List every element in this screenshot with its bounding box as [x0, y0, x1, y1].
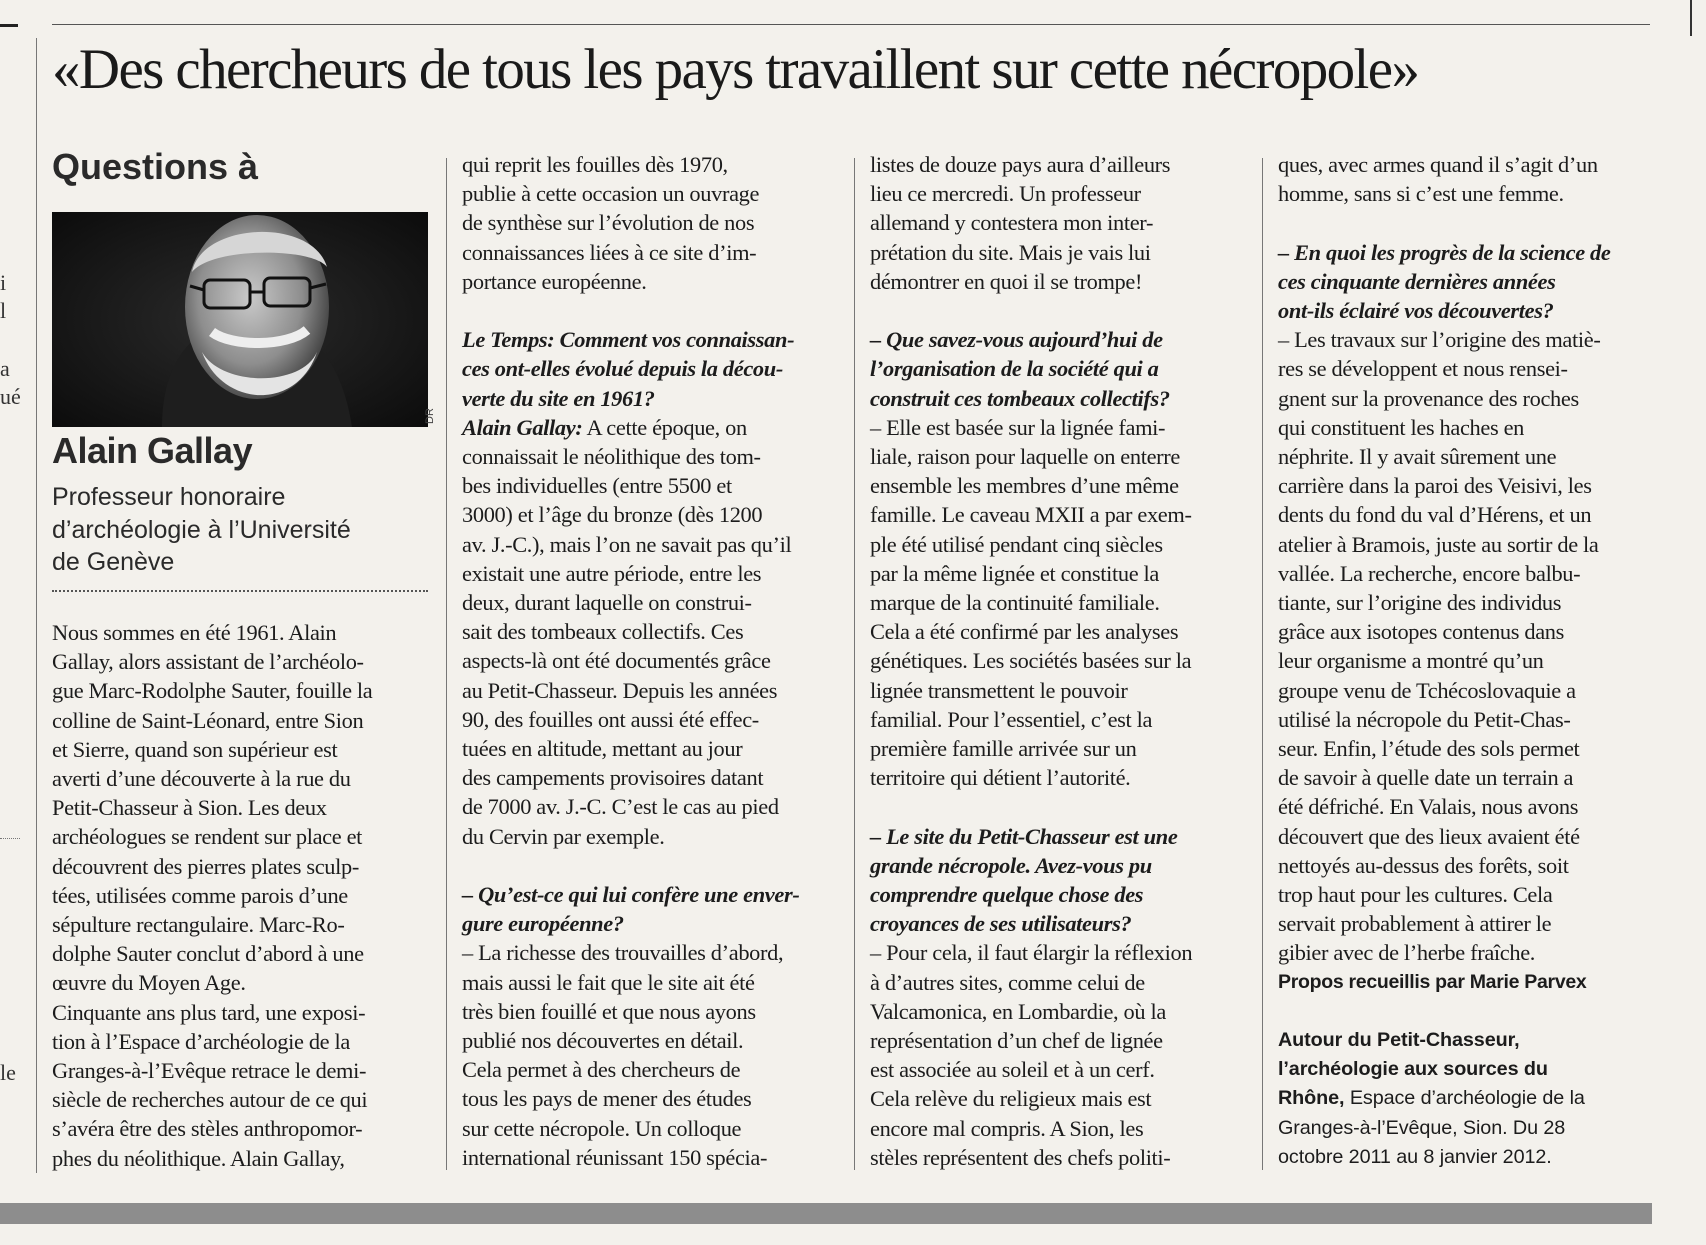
article-column-2: [462, 150, 840, 1172]
text-line: servait probablement à attirer le: [1278, 911, 1552, 937]
paragraph-gap: [1278, 208, 1658, 237]
text-line: trop haut pour les cultures. Cela: [1278, 882, 1553, 908]
text-line: Granges-à-l’Evêque, Sion. Du 28: [1278, 1116, 1566, 1139]
text-line: grande nécropole. Avez-vous pu: [870, 852, 1152, 878]
paragraph-gap: [1278, 997, 1658, 1026]
text-line: des campements provisoires datant: [462, 765, 764, 791]
text-line: – Le site du Petit-Chasseur est une: [870, 823, 1178, 849]
text-line: bes individuelles (entre 5500 et: [462, 473, 732, 499]
text-line: sait des tombeaux collectifs. Ces: [462, 619, 744, 645]
text-line: international réunissant 150 spécia-: [462, 1144, 768, 1170]
text-line: [1278, 1026, 1658, 1055]
text-line: première famille arrivée sur un: [870, 736, 1137, 762]
body-paragraph: [462, 938, 840, 1172]
text-line: génétiques. Les sociétés basées sur la: [870, 648, 1192, 674]
text-line: ces cinquante dernières années: [1278, 268, 1556, 294]
text-line: archéologues se rendent sur place et: [52, 824, 363, 850]
text-line: lieu ce mercredi. Un professeur: [870, 181, 1141, 207]
affiliation-line: Professeur honoraire: [52, 483, 286, 511]
text-line: à d’autres sites, comme celui de: [870, 969, 1145, 995]
paragraph-gap: [462, 851, 840, 880]
text-line: – Les travaux sur l’origine des matiè-: [1278, 327, 1601, 353]
text-line: représentation d’un chef de lignée: [870, 1028, 1163, 1054]
text-line: Petit-Chasseur à Sion. Les deux: [52, 795, 327, 821]
text-line: ont-ils éclairé vos découvertes?: [1278, 298, 1554, 323]
text-line: seur. Enfin, l’étude des sols permet: [1278, 736, 1580, 762]
text-line: existait une autre période, entre les: [462, 560, 762, 586]
text-line: néphrite. Il y avait sûrement une: [1278, 444, 1557, 470]
interview-question: [462, 325, 840, 413]
text-line: de synthèse sur l’évolution de nos: [462, 210, 755, 236]
article-column-1: [52, 618, 432, 1173]
text-line: Cela permet à des chercheurs de: [462, 1057, 741, 1083]
text-line: deux, durant laquelle on construi-: [462, 590, 752, 616]
interview-question: [462, 880, 840, 938]
text-line: leur organisme a montré qu’un: [1278, 648, 1544, 674]
text-line: connaissait le néolithique des tom-: [462, 444, 761, 470]
text-line: est associée au soleil et à un cerf.: [870, 1057, 1155, 1083]
exhibition-title: l’archéologie aux sources du: [1278, 1058, 1548, 1081]
body-paragraph: [462, 150, 840, 296]
text-line: – La richesse des trouvailles d’abord,: [462, 940, 784, 966]
text-line: Le Temps: Comment vos connaissan-: [462, 327, 795, 353]
adjacent-article-fragment: i: [0, 270, 7, 295]
text-line: Nous sommes en été 1961. Alain: [52, 620, 337, 645]
interview-question: [870, 325, 1250, 413]
portrait-photo-icon: [52, 212, 428, 427]
text-line: octobre 2011 au 8 janvier 2012.: [1278, 1145, 1552, 1168]
body-paragraph: [462, 413, 840, 851]
text-line: tiante, sur l’origine des individus: [1278, 590, 1562, 616]
sidebar-dotted-rule: [52, 590, 428, 592]
text-line: par la même lignée et constitue la: [870, 560, 1160, 586]
text-line: aspects-là ont été documentés grâce: [462, 648, 771, 674]
right-edge-mark: [1690, 0, 1692, 36]
text-line: listes de douze pays aura d’ailleurs: [870, 152, 1171, 177]
text-line: carrière dans la paroi des Veisivi, les: [1278, 473, 1592, 499]
text-line: tuées en altitude, mettant au jour: [462, 736, 743, 762]
text-line: nettoyés au-dessus des forêts, soit: [1278, 852, 1569, 878]
bottom-gray-band: [0, 1203, 1652, 1224]
exhibition-info: [1278, 1026, 1658, 1172]
adjacent-article-fragment: a: [0, 356, 10, 381]
answer-start: A cette époque, on: [582, 414, 747, 440]
body-paragraph: [870, 413, 1250, 793]
body-paragraph: [1278, 325, 1658, 967]
adjacent-article-fragment: l: [0, 298, 7, 323]
text-line: découvrent des pierres plates sculp-: [52, 853, 359, 879]
text-line: démontrer en quoi il se trompe!: [870, 268, 1143, 294]
text-line: averti d’une découverte à la rue du: [52, 766, 351, 792]
text-line: familial. Pour l’essentiel, c’est la: [870, 706, 1153, 732]
column-rule: [446, 158, 447, 1170]
text-line: de 7000 av. J.-C. C’est le cas au pied: [462, 794, 779, 820]
text-line: sépulture rectangulaire. Marc-Ro-: [52, 912, 345, 938]
text-line: ensemble les membres d’une même: [870, 473, 1179, 499]
text-line: Propos recueillis par Marie Parvex: [1278, 970, 1587, 993]
interview-question: [1278, 238, 1658, 326]
text-line: territoire qui détient l’autorité.: [870, 765, 1131, 791]
text-line: lignée transmettent le pouvoir: [870, 677, 1128, 703]
text-line: ple été utilisé pendant cinq siècles: [870, 531, 1163, 557]
article-column-4: [1278, 150, 1658, 1172]
adjacent-article-fragment: ué: [0, 384, 21, 409]
article-column-3: [870, 150, 1250, 1172]
text-line: comprendre quelque chose des: [870, 882, 1144, 908]
text-line: verte du site en 1961?: [462, 385, 655, 411]
text-line: construit ces tombeaux collectifs?: [870, 385, 1170, 411]
affiliation-line: de Genève: [52, 548, 175, 576]
text-line: mais aussi le fait que le site ait été: [462, 969, 755, 995]
text-line: – Elle est basée sur la lignée fami-: [870, 414, 1166, 440]
text-line: grâce aux isotopes contenus dans: [1278, 619, 1565, 645]
text-line: publié nos découvertes en détail.: [462, 1028, 744, 1054]
text-line: ques, avec armes quand il s’agit d’un: [1278, 152, 1598, 177]
text-line: stèles représentent des chefs politi-: [870, 1144, 1171, 1170]
text-line: gnent sur la provenance des roches: [1278, 385, 1579, 411]
adjacent-article-fragment: le: [0, 1060, 16, 1085]
text-line: av. J.-C.), mais l’on ne savait pas qu’il: [462, 531, 792, 557]
text-line: au Petit-Chasseur. Depuis les années: [462, 677, 778, 703]
text-line: – En quoi les progrès de la science de: [1278, 239, 1611, 265]
text-line: publie à cette occasion un ouvrage: [462, 181, 760, 207]
headline: «Des chercheurs de tous les pays travaillent sur cette nécropole»: [52, 38, 1419, 101]
text-line: – Pour cela, il faut élargir la réflexion: [870, 940, 1193, 966]
photo-credit: DR: [424, 408, 436, 424]
paragraph-gap: [870, 792, 1250, 821]
speaker-name: Alain Gallay:: [462, 414, 583, 440]
text-line: tion à l’Espace d’archéologie de la: [52, 1028, 350, 1054]
text-line: tées, utilisées comme parois d’une: [52, 882, 348, 908]
text-line: gibier avec de l’herbe fraîche.: [1278, 940, 1536, 966]
text-line: groupe venu de Tchécoslovaquie a: [1278, 677, 1576, 703]
text-line: qui constituent les haches en: [1278, 414, 1525, 440]
text-line: très bien fouillé et que nous ayons: [462, 998, 756, 1024]
text-line: phes du néolithique. Alain Gallay,: [52, 1145, 345, 1171]
text-line: ces ont-elles évolué depuis la décou-: [462, 356, 783, 382]
text-line: 90, des fouilles ont aussi été effec-: [462, 706, 759, 732]
text-line: liale, raison pour laquelle on enterre: [870, 444, 1180, 470]
byline-credit: [1278, 968, 1658, 997]
text-line: œuvre du Moyen Age.: [52, 970, 246, 996]
text-line: – Qu’est-ce qui lui confère une enver-: [462, 882, 800, 908]
exhibition-title: Rhône,: [1278, 1087, 1345, 1110]
text-line: gue Marc-Rodolphe Sauter, fouille la: [52, 678, 373, 704]
adjacent-article-rule: [0, 838, 20, 839]
text-line: [1278, 1084, 1658, 1113]
questions-label: Questions à: [52, 146, 259, 187]
exhibition-details: Espace d’archéologie de la: [1344, 1087, 1585, 1110]
body-paragraph: [870, 938, 1250, 1172]
text-line: siècle de recherches autour de ce qui: [52, 1087, 368, 1113]
text-line: l’organisation de la société qui a: [870, 356, 1159, 382]
text-line: été défriché. En Valais, nous avons: [1278, 794, 1579, 820]
text-line: qui reprit les fouilles dès 1970,: [462, 152, 728, 177]
text-line: découvert que des lieux avaient été: [1278, 823, 1580, 849]
interviewee-affiliation: [52, 481, 432, 579]
text-line: et Sierre, quand son supérieur est: [52, 736, 338, 762]
text-line: [1278, 1055, 1658, 1084]
page-corner-mark: [0, 24, 18, 27]
column-rule: [1262, 158, 1263, 1170]
column-rule: [854, 158, 855, 1170]
interview-question: [870, 822, 1250, 939]
text-line: Cela a été confirmé par les analyses: [870, 619, 1179, 645]
text-line: atelier à Bramois, juste au sortir de la: [1278, 531, 1599, 557]
interviewee-name: Alain Gallay: [52, 430, 253, 471]
body-paragraph: [870, 150, 1250, 296]
text-line: [462, 413, 840, 442]
affiliation-line: d’archéologie à l’Université: [52, 515, 351, 544]
text-line: vallée. La recherche, encore balbu-: [1278, 560, 1581, 586]
text-line: allemand y contestera mon inter-: [870, 210, 1154, 236]
text-line: Granges-à-l’Evêque retrace le demi-: [52, 1058, 367, 1084]
text-line: de savoir à quelle date un terrain a: [1278, 765, 1574, 791]
text-line: famille. Le caveau MXII a par exem-: [870, 502, 1192, 528]
text-line: Cinquante ans plus tard, une exposi-: [52, 999, 366, 1025]
text-line: s’avéra être des stèles anthropomor-: [52, 1116, 363, 1142]
text-line: – Que savez-vous aujourd’hui de: [870, 327, 1163, 353]
text-line: Valcamonica, en Lombardie, où la: [870, 998, 1166, 1024]
text-line: dents du fond du val d’Hérens, et un: [1278, 502, 1592, 528]
text-line: prétation du site. Mais je vais lui: [870, 239, 1151, 265]
left-gutter-rule: [36, 38, 37, 1173]
text-line: encore mal compris. A Sion, les: [870, 1115, 1144, 1141]
text-line: connaissances liées à ce site d’im-: [462, 239, 757, 265]
text-line: dolphe Sauter conclut d’abord à une: [52, 941, 364, 967]
text-line: Gallay, alors assistant de l’archéolo-: [52, 649, 364, 675]
paragraph-gap: [462, 296, 840, 325]
exhibition-title: Autour du Petit-Chasseur,: [1278, 1029, 1520, 1052]
body-paragraph: [1278, 150, 1658, 208]
text-line: du Cervin par exemple.: [462, 823, 665, 849]
text-line: sur cette nécropole. Un colloque: [462, 1115, 742, 1141]
text-line: 3000) et l’âge du bronze (dès 1200: [462, 502, 763, 528]
text-line: marque de la continuité familiale.: [870, 590, 1160, 616]
text-line: Cela relève du religieux mais est: [870, 1086, 1152, 1112]
text-line: utilisé la nécropole du Petit-Chas-: [1278, 706, 1571, 732]
text-line: gure européenne?: [462, 911, 624, 937]
text-line: tous les pays de mener des études: [462, 1086, 752, 1112]
text-line: portance européenne.: [462, 268, 647, 294]
text-line: croyances de ses utilisateurs?: [870, 911, 1132, 937]
text-line: homme, sans si c’est une femme.: [1278, 181, 1564, 207]
text-line: colline de Saint-Léonard, entre Sion: [52, 707, 364, 733]
body-paragraph: [52, 618, 432, 1173]
text-line: res se développent et nous rensei-: [1278, 356, 1568, 382]
top-rule: [52, 24, 1650, 25]
paragraph-gap: [870, 296, 1250, 325]
portrait-photo: [52, 212, 428, 427]
